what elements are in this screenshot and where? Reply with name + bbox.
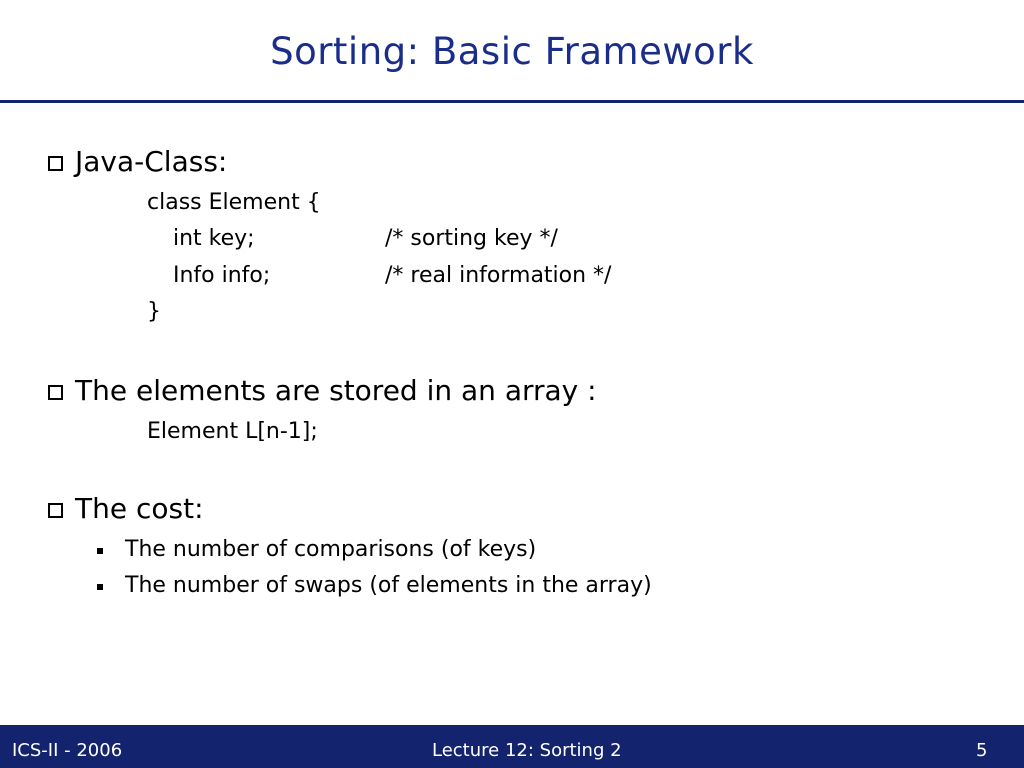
checkbox-bullet-icon: [48, 156, 63, 171]
checkbox-bullet-icon: [48, 385, 63, 400]
square-bullet-icon: [97, 548, 103, 554]
checkbox-bullet-icon: [48, 503, 63, 518]
sub-bullet-item: [97, 572, 652, 600]
code-line: }: [147, 299, 161, 324]
bullet-label: Java-Class:: [75, 145, 228, 178]
footer-page-number: 5: [976, 740, 988, 761]
bullet-label: The elements are stored in an array :: [75, 374, 597, 407]
code-line: Element L[n-1];: [147, 419, 318, 444]
bullet-label: The cost:: [75, 492, 204, 525]
code-comment: /* sorting key */: [385, 226, 558, 251]
bullet-cost: [48, 492, 204, 526]
slide-title: Sorting: Basic Framework: [270, 30, 754, 73]
title-divider: [0, 100, 1024, 103]
square-bullet-icon: [97, 584, 103, 590]
footer-lecture-title: Lecture 12: Sorting 2: [432, 740, 622, 761]
footer-course: ICS-II - 2006: [12, 740, 123, 761]
sub-bullet-label: The number of comparisons (of keys): [125, 537, 537, 562]
code-line: Info info;: [173, 263, 271, 288]
bullet-java-class: [48, 145, 227, 179]
sub-bullet-item: [97, 536, 536, 564]
code-line: int key;: [173, 226, 255, 251]
bullet-array-storage: [48, 374, 597, 408]
code-comment: /* real information */: [385, 263, 612, 288]
sub-bullet-label: The number of swaps (of elements in the array): [125, 573, 652, 598]
footer-bar: [0, 725, 1024, 768]
code-line: class Element {: [147, 190, 321, 215]
